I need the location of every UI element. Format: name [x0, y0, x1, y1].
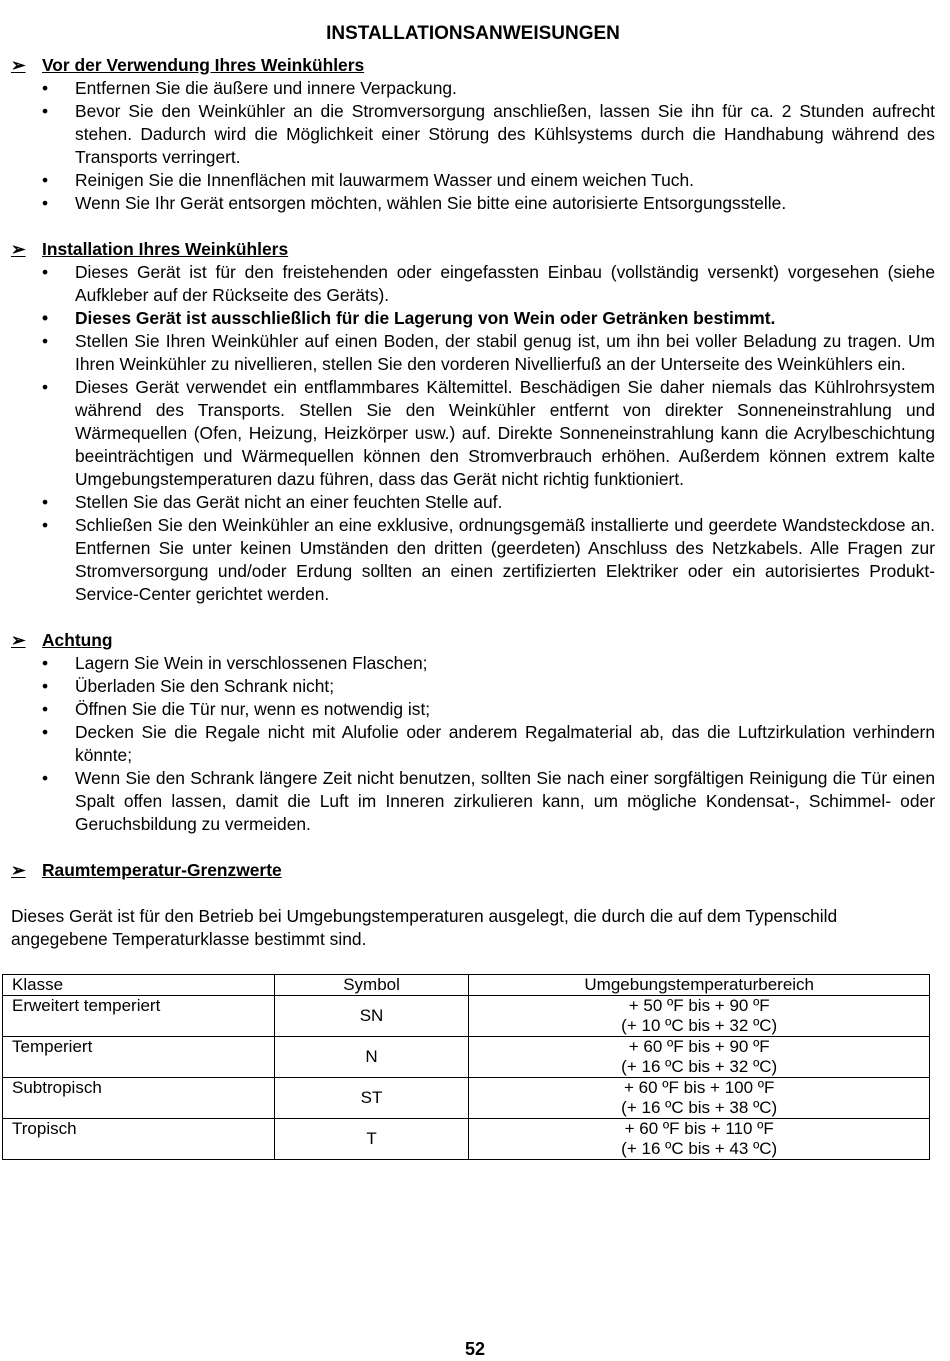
section [11, 629, 935, 836]
list-item-text: Dieses Gerät verwendet ein entflammbares Kältemittel. Beschädigen Sie daher niemals das Kühlrohrsystem während des Transports. Stellen Sie den Weinkühler entfernt von direkter Sonneneinstrahlung und Wärmequellen (Ofen, Heizung, Heizkörper usw.) auf. Direkte Sonneneinstrahlung kann die Acrylbeschichtung beeinträchtigen und Wärmequellen können den Stromverbrauch erhöhen. Außerdem können extrem kalte Umgebungstemperaturen dazu führen, dass das Gerät nicht richtig funktioniert. [75, 377, 935, 489]
section-heading-text: Installation Ihres Weinkühlers [42, 239, 289, 259]
list-item-text: Decken Sie die Regale nicht mit Alufolie oder anderem Regalmaterial ab, das die Luftzirkulation verhindern könnte; [75, 722, 935, 765]
bullet-dot-icon: • [42, 676, 49, 696]
bullet-dot-icon: • [42, 331, 49, 351]
cell-symbol: SN [274, 996, 469, 1037]
cell-symbol: N [274, 1037, 469, 1078]
table-row [3, 996, 930, 1037]
list-item [11, 376, 935, 491]
bullet-dot-icon: • [42, 101, 49, 121]
list-item [11, 307, 935, 330]
bullet-dot-icon: • [42, 722, 49, 742]
list-item [11, 675, 935, 698]
list-item-text: Dieses Gerät ist ausschließlich für die Lagerung von Wein oder Getränken bestimmt. [75, 308, 776, 328]
list-item-text: Schließen Sie den Weinkühler an eine exklusive, ordnungsgemäß installierte und geerdete Wandsteckdose an. Entfernen Sie unter keinen Umständen den dritten (geerdeten) Anschluss des Netzkabels. Alle Fragen zur Stromversorgung und/oder Erdung sollten an einen zertifizierten Elektriker oder ein autorisiertes Produkt-Service-Center gerichtet werden. [75, 515, 935, 604]
section-heading [11, 629, 935, 652]
cell-range [469, 1078, 930, 1119]
range-fahrenheit: + 60 ºF bis + 90 ºF [628, 1037, 770, 1056]
bullet-dot-icon: • [42, 193, 49, 213]
table-header-klasse: Klasse [3, 975, 275, 996]
arrow-bullet-icon: ➢ [11, 55, 26, 75]
range-celsius: (+ 10 ºC bis + 32 ºC) [621, 1016, 778, 1035]
table-row [3, 1037, 930, 1078]
list-item-text: Bevor Sie den Weinkühler an die Stromversorgung anschließen, lassen Sie ihn für ca. 2 Stunden aufrecht stehen. Dadurch wird die Möglichkeit einer Störung des Kühlsystems durch die Handhabung während des Transports verringert. [75, 101, 935, 167]
list-item [11, 261, 935, 307]
list-item-text: Öffnen Sie die Tür nur, wenn es notwendig ist; [75, 699, 431, 719]
range-fahrenheit: + 60 ºF bis + 100 ºF [624, 1078, 775, 1097]
section-heading [11, 54, 935, 77]
section-temperature-limits [11, 859, 935, 1160]
temperature-class-table [2, 974, 930, 1160]
page-title: INSTALLATIONSANWEISUNGEN [326, 23, 620, 44]
bullet-list [11, 261, 935, 606]
section-heading [11, 238, 935, 261]
bullet-dot-icon: • [42, 170, 49, 190]
bullet-dot-icon: • [42, 515, 49, 535]
temperature-intro-paragraph: Dieses Gerät ist für den Betrieb bei Umgebungstemperaturen ausgelegt, die durch die auf dem Typenschild angegebene Temperaturklasse bestimmt sind. [11, 906, 838, 949]
bullet-dot-icon: • [42, 262, 49, 282]
list-item-text: Wenn Sie Ihr Gerät entsorgen möchten, wählen Sie bitte eine autorisierte Entsorgungsstelle. [75, 193, 787, 213]
bullet-dot-icon: • [42, 492, 49, 512]
list-item [11, 100, 935, 169]
cell-klasse: Subtropisch [3, 1078, 275, 1119]
list-item [11, 491, 935, 514]
list-item [11, 698, 935, 721]
list-item [11, 721, 935, 767]
list-item-text: Reinigen Sie die Innenflächen mit lauwarmem Wasser und einem weichen Tuch. [75, 170, 694, 190]
page-number: 52 [464, 1339, 486, 1359]
list-item-text: Wenn Sie den Schrank längere Zeit nicht benutzen, sollten Sie nach einer sorgfältigen Reinigung die Tür einen Spalt offen lassen, damit die Luft im Inneren zirkulieren kann, um mögliche Kondensat-, Schimmel- oder Geruchsbildung zu vermeiden. [75, 768, 935, 834]
section [11, 54, 935, 215]
cell-symbol: T [274, 1119, 469, 1160]
list-item-text: Stellen Sie Ihren Weinkühler auf einen Boden, der stabil genug ist, um ihn bei voller Beladung zu tragen. Um Ihren Weinkühler zu nivellieren, stellen Sie den vorderen Nivellierfuß an der Unterseite des Weinkühlers ein. [75, 331, 935, 374]
sections-container [11, 54, 935, 836]
list-item-text: Entfernen Sie die äußere und innere Verpackung. [75, 78, 457, 98]
list-item [11, 514, 935, 606]
cell-range [469, 1119, 930, 1160]
arrow-bullet-icon: ➢ [11, 239, 26, 259]
range-fahrenheit: + 60 ºF bis + 110 ºF [624, 1119, 774, 1138]
bullet-dot-icon: • [42, 377, 49, 397]
cell-symbol: ST [274, 1078, 469, 1119]
range-fahrenheit: + 50 ºF bis + 90 ºF [628, 996, 770, 1015]
list-item [11, 330, 935, 376]
section-heading-text: Raumtemperatur-Grenzwerte [42, 860, 282, 880]
section-heading-text: Vor der Verwendung Ihres Weinkühlers [42, 55, 365, 75]
bullet-list [11, 652, 935, 836]
table-header-symbol: Symbol [274, 975, 469, 996]
list-item [11, 652, 935, 675]
document-page [11, 22, 935, 1183]
table-body [3, 996, 930, 1160]
cell-klasse: Tropisch [3, 1119, 275, 1160]
list-item-text: Lagern Sie Wein in verschlossenen Flaschen; [75, 653, 428, 673]
bullet-dot-icon: • [42, 653, 49, 673]
range-celsius: (+ 16 ºC bis + 43 ºC) [621, 1139, 778, 1158]
table-row [3, 1078, 930, 1119]
bullet-dot-icon: • [42, 78, 49, 98]
list-item-text: Stellen Sie das Gerät nicht an einer feuchten Stelle auf. [75, 492, 503, 512]
list-item [11, 192, 935, 215]
table-header-row [3, 975, 930, 996]
bullet-dot-icon: • [42, 699, 49, 719]
list-item-text: Dieses Gerät ist für den freistehenden oder eingefassten Einbau (vollständig versenkt) vorgesehen (siehe Aufkleber auf der Rückseite des Geräts). [75, 262, 935, 305]
list-item [11, 169, 935, 192]
list-item [11, 767, 935, 836]
section [11, 238, 935, 606]
list-item [11, 77, 935, 100]
table-row [3, 1119, 930, 1160]
section-heading-text: Achtung [42, 630, 113, 650]
range-celsius: (+ 16 ºC bis + 38 ºC) [621, 1098, 778, 1117]
table-header-range: Umgebungstemperaturbereich [469, 975, 930, 996]
bullet-dot-icon: • [42, 308, 49, 328]
arrow-bullet-icon: ➢ [11, 630, 26, 650]
cell-range [469, 996, 930, 1037]
cell-range [469, 1037, 930, 1078]
cell-klasse: Erweitert temperiert [3, 996, 275, 1037]
bullet-list [11, 77, 935, 215]
bullet-dot-icon: • [42, 768, 49, 788]
cell-klasse: Temperiert [3, 1037, 275, 1078]
range-celsius: (+ 16 ºC bis + 32 ºC) [621, 1057, 778, 1076]
arrow-bullet-icon: ➢ [11, 860, 26, 880]
section-heading [11, 859, 935, 882]
list-item-text: Überladen Sie den Schrank nicht; [75, 676, 335, 696]
